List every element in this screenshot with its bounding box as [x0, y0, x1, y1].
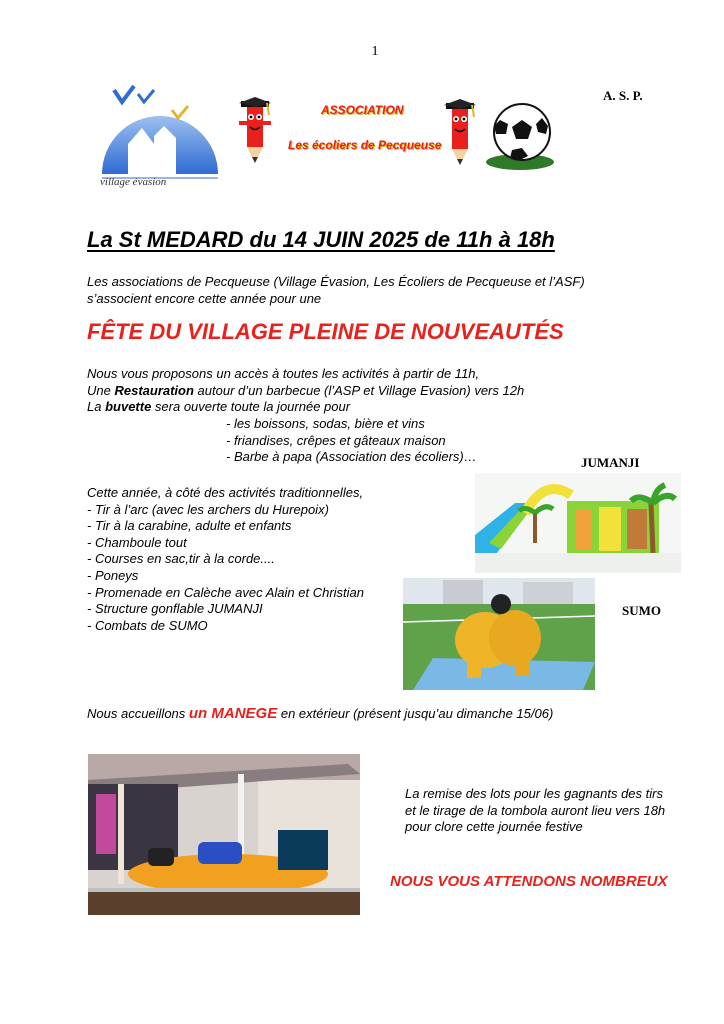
- jumanji-inflatable-image: [475, 473, 681, 573]
- event-title: La St MEDARD du 14 JUIN 2025 de 11h à 18h: [87, 227, 555, 252]
- list-item: - Promenade en Calèche avec Alain et Christian: [87, 584, 364, 600]
- list-item: - friandises, crêpes et gâteaux maison: [226, 432, 446, 448]
- text-fragment: La: [87, 399, 106, 415]
- manege-carousel-image: [88, 754, 360, 915]
- jumanji-caption: JUMANJI: [581, 455, 640, 470]
- manege-paragraph: [87, 706, 553, 723]
- text-fragment: Une: [87, 382, 115, 398]
- restauration-keyword: Restauration: [114, 382, 194, 398]
- intro-line: s’associent encore cette année pour une: [87, 290, 322, 306]
- text-fragment: Nous accueillons: [87, 706, 189, 721]
- offer-line-restauration: [87, 383, 524, 400]
- list-item: - Tir à l’arc (avec les archers du Hurepoix): [87, 501, 329, 517]
- buvette-list: [226, 416, 477, 466]
- activities-list: [87, 485, 364, 634]
- list-item: - Tir à la carabine, adulte et enfants: [87, 518, 292, 534]
- asp-label: A. S. P.: [603, 88, 643, 103]
- pencil-mascot-left-icon: [237, 97, 273, 165]
- list-item: - Courses en sac,tir à la corde....: [87, 551, 275, 567]
- manege-highlight: un MANEGE: [188, 705, 278, 722]
- association-name: Les écoliers de Pecqueuse: [288, 138, 442, 152]
- pencil-mascot-right-icon: [442, 99, 478, 167]
- list-item: - Barbe à papa (Association des écoliers)…: [226, 449, 477, 465]
- village-evasion-logo-text: village évasion: [100, 176, 167, 188]
- offer-line-buvette: [87, 399, 524, 416]
- text-fragment: sera ouverte toute la journée pour: [151, 399, 351, 415]
- activities-intro: Cette année, à côté des activités traditionnelles,: [87, 485, 364, 500]
- sumo-caption: SUMO: [622, 603, 661, 618]
- buvette-keyword: buvette: [105, 399, 152, 415]
- closing-message: NOUS VOUS ATTENDONS NOMBREUX: [390, 873, 668, 890]
- remise-line: pour clore cette journée festive: [405, 819, 583, 835]
- remise-line: La remise des lots pour les gagnants des tirs: [405, 786, 663, 801]
- association-label: ASSOCIATION: [321, 103, 404, 117]
- sumo-wrestling-image: [403, 578, 595, 690]
- offer-paragraph: [87, 366, 524, 416]
- headline: FÊTE DU VILLAGE PLEINE DE NOUVEAUTÉS: [87, 319, 564, 344]
- remise-line: et le tirage de la tombola auront lieu vers 18h: [405, 802, 666, 818]
- list-item: - les boissons, sodas, bière et vins: [226, 416, 425, 431]
- village-evasion-logo: [98, 84, 224, 192]
- offer-line-activities: Nous vous proposons un accès à toutes les activités à partir de 11h,: [87, 366, 480, 381]
- intro-line: Les associations de Pecqueuse (Village Évasion, Les Écoliers de Pecqueuse et l’ASF): [87, 274, 585, 289]
- page-number: 1: [371, 44, 379, 59]
- soccer-ball-icon: [482, 100, 558, 172]
- list-item: - Structure gonflable JUMANJI: [87, 601, 263, 617]
- intro-paragraph: [87, 274, 585, 307]
- remise-paragraph: [405, 786, 665, 836]
- list-item: - Chamboule tout: [87, 534, 187, 550]
- text-fragment: autour d’un barbecue (l’ASP et Village Evasion) vers 12h: [193, 382, 525, 398]
- list-item: - Combats de SUMO: [87, 617, 208, 633]
- list-item: - Poneys: [87, 567, 139, 583]
- text-fragment: en extérieur (présent jusqu’au dimanche 15/06): [277, 706, 554, 721]
